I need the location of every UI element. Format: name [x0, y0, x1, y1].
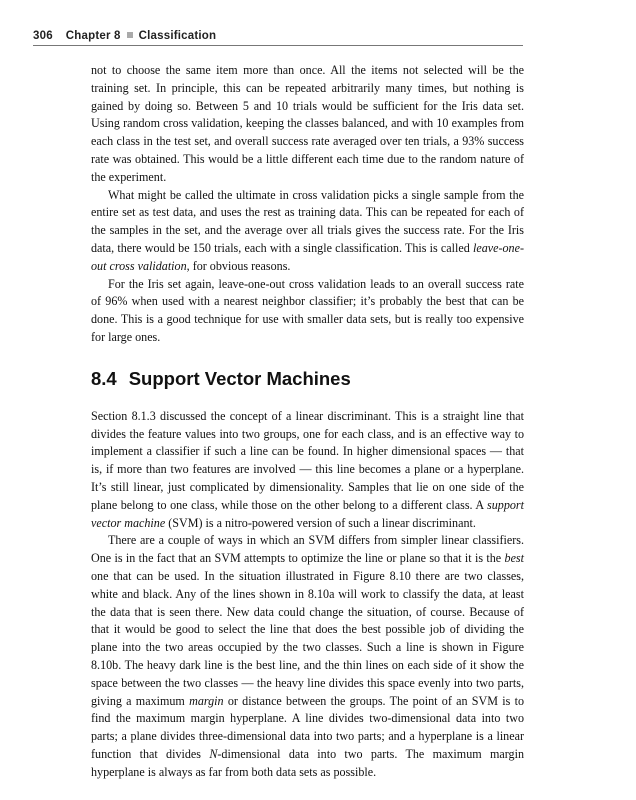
paragraph-leave-one-out — [91, 187, 524, 276]
page-number: 306 — [33, 30, 53, 42]
paragraph-linear-discriminant — [91, 408, 524, 533]
chapter-title: Classification — [138, 30, 217, 42]
section-title: Support Vector Machines — [128, 367, 351, 389]
text-run: one that can be used. In the situation illustrated in Figure 8.10 there are two classes, white and black. Any of the lines shown in 8.10a will work to classify the data, at least the data that is seen there. New data could change the situation, of course. Because of that it would be good to select the line that does the best possible job of dividing the plane into the two areas occupied by the two classes. Such a line is shown in Figure 8.10b. The heavy dark line is the best line, and the thin lines on each side of it show the space between the two classes — the heavy line divides this space evenly into two parts, giving a maximum — [91, 568, 524, 708]
term-svm: support vector machine — [91, 497, 524, 530]
running-header — [33, 30, 523, 46]
text-run: What might be called the ultimate in cross validation picks a single sample from the entire set as test data, and uses the rest as training data. This can be repeated for each of the samples in the set, and the average over all trials gives the success rate. For the Iris data, there would be 150 trials, each with a single classification. This is called — [91, 187, 524, 255]
paragraph-svm-margin — [91, 532, 524, 781]
term-margin: margin — [189, 693, 224, 708]
text-run: Section 8.1.3 discussed the concept of a linear discriminant. This is a straight line that divides the feature values into two groups, one for each class, and is an effective way to implement a classifier if such a line can be found. In higher dimensional spaces — that is, if more than two features are involved — this line becomes a plane or a hyperplane. It’s still linear, just complicated by dimensionality. Samples that lie on one side of the plane belong to one class, while those on the other belong to a different class. A — [91, 408, 524, 512]
section-heading — [91, 368, 524, 390]
text-run: (SVM) is a nitro-powered version of such a linear discriminant. — [165, 515, 476, 530]
text-run: or distance between the groups. The point of an SVM is to find the maximum margin hyperplane. A line divides two-dimensional data into two parts; a plane divides three-dimensional data into two parts; and a hyperplane is a linear function that divides — [91, 693, 525, 761]
term-leave-one-out: leave-one-out cross validation — [91, 240, 524, 273]
section-number: 8.4 — [91, 367, 117, 389]
paragraph-iris-results: For the Iris set again, leave-one-out cross validation leads to an overall success rate of 96% when used with a nearest neighbor classifier; it’s probably the best that can be done. This is a good technique for use with smaller data sets, but is really too expensive for large ones. — [91, 276, 524, 344]
term-best: best — [504, 551, 524, 566]
term-n: N — [209, 746, 218, 761]
paragraph-cv-continuation: not to choose the same item more than once. All the items not selected will be the training set. In principle, this can be repeated arbitrarily many times, but nothing is gained by doing so. Between 5 and 10 trials would be sufficient for the Iris data set. Using random cross validation, keeping the classes balanced, and with 10 examples from each class in the test set, and overall success rate averaged over ten trials, a 93% success rate was obtained. This would be a little different each time due to the random nature of the experiment. — [91, 63, 524, 184]
text-run: There are a couple of ways in which an SVM differs from simpler linear classifiers. One is in the fact that an SVM attempts to optimize the line or plane so that it is the — [91, 533, 524, 566]
chapter-label: Chapter 8 — [65, 30, 121, 42]
text-run: , for obvious reasons. — [186, 258, 291, 273]
text-run: -dimensional data into two parts. The maximum margin hyperplane is always as far from both data sets as possible. — [91, 746, 524, 779]
page-body — [91, 62, 524, 781]
separator-square-icon — [127, 32, 133, 38]
